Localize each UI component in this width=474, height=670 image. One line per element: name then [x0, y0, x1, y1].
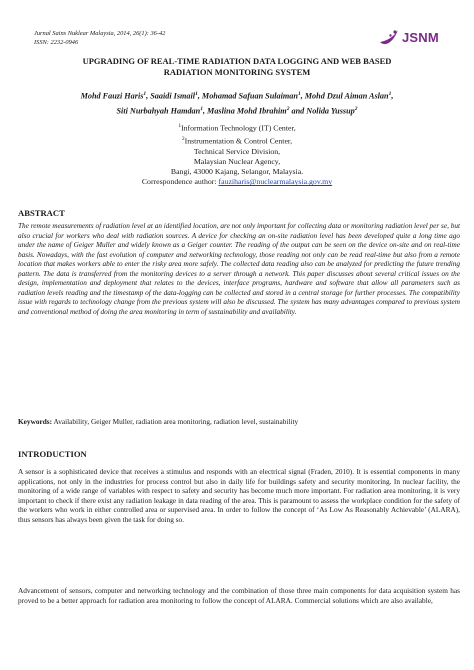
author-affil-sup: 1	[388, 91, 392, 97]
author-affil-sup: 1	[297, 91, 301, 97]
title-line-1: UPGRADING OF REAL-TIME RADIATION DATA LOGGING AND WEB BASED	[82, 56, 392, 66]
affil-line: Instrumentation & Control Center,	[184, 136, 293, 146]
author-list	[20, 88, 454, 117]
abstract-body: The remote measurements of radiation level at an identified location, are not only important for collecting data or monitoring radiation level per se, but also crucial for workers who deal with radiation sources. A device for checking an on-site radiation level has been developed quite a long time ago under the name of Geiger Muller and widely known as a Geiger counter. The reading of the output can be seen on the device on-site and on real-time basis. Nowadays, with the fast evolution of computer and networking technology, those reading not only can be read real-time but also from a remote location that makes workers able to enter the risky area more safely. The collected data reading also can be analyzed for predicting the future trending pattern. The data is transferred from the monitoring devices to a server through a network. This paper discusses about several critical issues on the design, implementation and deployment that relates to the devices, interface programs, hardware and software that allow all parameters such as radiation levels reading and the timestamp of the data-logging can be collected and stored in a central storage for further processes. The compatibility issue with regards to technology change from the previous system will also be discussed. The system has many advantages compared to previous system and conventional method of doing the area monitoring in term of sustainability and availability.	[18, 222, 460, 316]
author-name: Saaidi Ismail	[150, 91, 196, 101]
keywords-label: Keywords:	[18, 417, 53, 426]
author-separator: ,	[391, 91, 394, 101]
swoosh-icon	[378, 27, 400, 47]
intro-paragraph-2: Advancement of sensors, computer and networking technology and the combination of those three main components for data acquisition system has proved to be a better approach for radiation area monitoring to follow the concept of ALARA. Commercial solutions which are also available,	[18, 586, 460, 605]
author-name: Nolida Yussup	[306, 106, 355, 116]
author-separator: ,	[197, 91, 202, 101]
affiliations	[20, 121, 454, 187]
author-name: Siti Nurbahyah Hamdan	[116, 106, 201, 116]
author-affil-sup: 1	[200, 105, 203, 112]
issn-line: ISSN: 2232-0946	[34, 38, 79, 46]
author-name: Mohd Dzul Aiman Aslan	[304, 91, 389, 101]
author-name: Mohamad Safuan Sulaiman	[201, 91, 298, 101]
author-separator: ,	[146, 91, 151, 101]
paper-title	[20, 56, 454, 78]
affil-line: Information Technology (IT) Center,	[181, 123, 296, 133]
keywords-text: Availability, Geiger Muller, radiation area monitoring, radiation level, sustainability	[52, 417, 299, 426]
journal-logo	[378, 26, 439, 48]
author-separator: and	[289, 106, 307, 116]
affil-sup: 1	[178, 123, 182, 129]
journal-citation	[34, 30, 165, 47]
author-affil-sup: 1	[195, 91, 198, 97]
abstract-heading: ABSTRACT	[18, 208, 65, 218]
affil-line: Technical Service Division,	[193, 146, 281, 156]
author-affil-sup: 2	[354, 105, 358, 112]
title-line-2: RADIATION MONITORING SYSTEM	[163, 67, 311, 77]
author-name: Mohd Fauzi Haris	[80, 91, 144, 101]
introduction-heading: INTRODUCTION	[18, 449, 87, 459]
affil-line: Malaysian Nuclear Agency,	[193, 156, 281, 166]
author-affil-sup: 1	[143, 91, 147, 97]
author-separator: ,	[300, 91, 305, 101]
keywords	[18, 417, 460, 427]
correspondence-label: Correspondence author:	[141, 177, 219, 187]
logo-text: JSNM	[402, 29, 439, 45]
author-name: Maslina Mohd Ibrahim	[207, 106, 287, 116]
correspondence-email-link[interactable]: fauziharis@nuclearmalaysia.gov.my	[218, 177, 333, 187]
intro-paragraph-1: A sensor is a sophisticated device that receives a stimulus and responds with an electrical signal (Fraden, 2010). It is essential components in many applications, not only in the industries for process control but also in daily life for buildings safety and security monitoring. In nuclear facility, the monitoring of a wide range of variables with respect to safety and security has become much more important. For radiation area monitoring, it is very important to check if there exist any radiation leakage in data reading of the area. This is paramount to assess the workplace condition for the safety of the workers who work in either controlled area or supervised area. In order to follow the concept of ‘As Low As Reasonably Achievable’ (ALARA), thus sensors has always been given the task for doing so.	[18, 467, 460, 524]
author-affil-sup: 2	[286, 105, 290, 112]
affil-sup: 2	[181, 135, 185, 142]
affil-line: Bangi, 43000 Kajang, Selangor, Malaysia.	[170, 167, 304, 176]
journal-line: Jurnal Sains Nuklear Malaysia, 2014, 26(1): 36-42	[34, 30, 166, 37]
author-separator: ,	[202, 106, 208, 116]
